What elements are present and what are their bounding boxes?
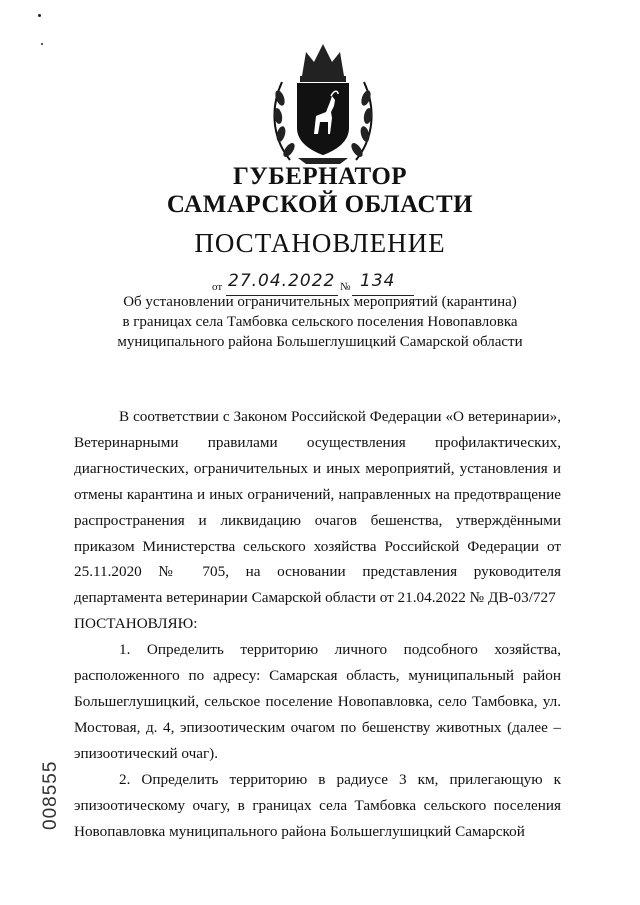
preamble-paragraph: В соответствии с Законом Российской Федерации «О ветеринарии», Ветеринарными правилами осуществления профилактических, диагностических, ограничительных и иных мероприятий, установления и отмены карантина и иных ограничений, направленных на предотвращение распространения и ликвидацию очагов бешенства, утверждёнными приказом Министерства сельского хозяйства Российской Федерации от 25.11.2020 № 705, на основании представления руководителя департамента ветеринарии Самарской области от 21.04.2022 № ДВ-03/727 xyxy=(74,408,561,607)
item-1-paragraph: 1. Определить территорию личного подсобного хозяйства, расположенного по адресу: Самарская область, муниципальный район Большеглушицкий, сельское поселение Новопавловка, село Тамбовка, ул. Мостовая, д. 4, эпизоотическим очагом по бешенству животных (далее – эпизоотический очаг). xyxy=(74,641,561,762)
document-type: ПОСТАНОВЛЕНИЕ xyxy=(194,228,446,258)
subject-line: Об установлении ограничительных мероприятий (карантина) xyxy=(123,294,517,310)
governor-title: ГУБЕРНАТОР xyxy=(232,163,408,190)
document-number: 134 xyxy=(360,271,396,291)
item-2-paragraph: 2. Определить территорию в радиусе 3 км, прилегающую к эпизоотическому очагу, в границах села Тамбовка сельского поселения Новопавловка муниципального района Большеглушицкий Самарской xyxy=(74,770,561,840)
subject-line: муниципального района Большеглушицкий Самарской области xyxy=(117,334,523,350)
number-prefix: № xyxy=(340,281,351,293)
date-prefix: от xyxy=(212,281,223,293)
document-date: 27.04.2022 xyxy=(228,271,336,291)
decree-word: ПОСТАНОВЛЯЮ: xyxy=(74,615,198,633)
scan-speck xyxy=(38,14,41,17)
subject-line: в границах села Тамбовка сельского поселения Новопавловка xyxy=(122,314,518,330)
samara-coat-of-arms-icon xyxy=(268,38,378,168)
document-body xyxy=(74,404,561,844)
region-title: САМАРСКОЙ ОБЛАСТИ xyxy=(166,191,474,218)
side-registration-stamp: 008555 xyxy=(40,760,61,830)
document-subject xyxy=(60,292,580,352)
scan-speck xyxy=(41,43,43,45)
